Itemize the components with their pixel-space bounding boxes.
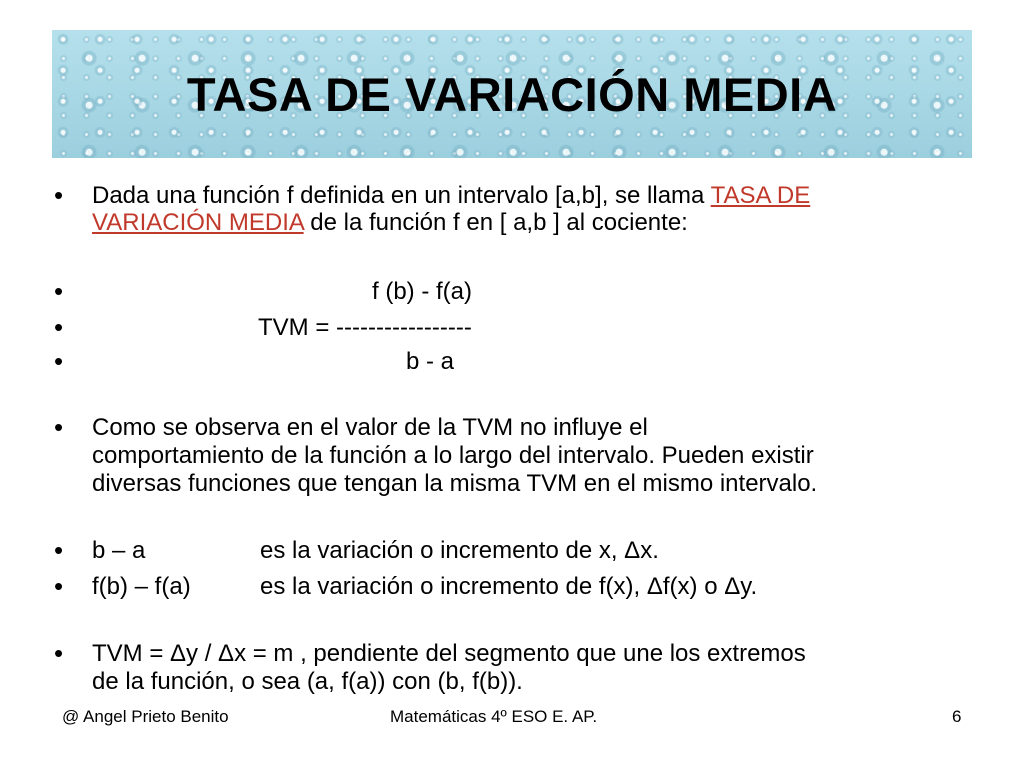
bullet-marker: • bbox=[54, 312, 64, 342]
title-banner bbox=[52, 30, 972, 158]
footer-course: Matemáticas 4º ESO E. AP. bbox=[390, 707, 598, 726]
formula-numerator: f (b) - f(a) bbox=[372, 278, 472, 305]
bullet-2-line-3: diversas funciones que tengan la misma TVM en el mismo intervalo. bbox=[92, 470, 818, 497]
bullet-marker: • bbox=[54, 180, 64, 210]
formula-denominator: b - a bbox=[406, 348, 455, 375]
slide-title: TASA DE VARIACIÓN MEDIA bbox=[186, 67, 838, 121]
bullet-marker: • bbox=[54, 535, 64, 565]
bullet-marker: • bbox=[54, 346, 64, 376]
bullet-marker: • bbox=[54, 276, 64, 306]
bullet-4-term: f(b) – f(a) bbox=[92, 573, 191, 600]
bullet-5-line-1: TVM = Δy / Δx = m , pendiente del segmento que une los extremos bbox=[92, 640, 806, 667]
bullet-marker: • bbox=[54, 638, 64, 668]
bullet-marker: • bbox=[54, 412, 64, 442]
bullet-1-text: Dada una función f definida en un intervalo [a,b], se llama bbox=[92, 182, 711, 209]
bullet-3-desc: es la variación o incremento de x, Δx. bbox=[260, 537, 659, 564]
bullet-1-line-1 bbox=[92, 182, 810, 210]
page-number: 6 bbox=[952, 707, 962, 726]
formula-main: TVM = ----------------- bbox=[258, 314, 472, 341]
bullet-marker: • bbox=[54, 571, 64, 601]
footer-author: @ Angel Prieto Benito bbox=[62, 707, 229, 726]
bullet-1-text-end: de la función f en [ a,b ] al cociente: bbox=[303, 209, 688, 236]
bullet-4-desc: es la variación o incremento de f(x), Δf(x) o Δy. bbox=[260, 573, 758, 600]
bullet-3-term: b – a bbox=[92, 537, 146, 564]
bullet-1-line-2 bbox=[92, 209, 688, 237]
bullet-5-line-2: de la función, o sea (a, f(a)) con (b, f(b)). bbox=[92, 668, 523, 695]
tvm-link-part-2[interactable]: VARIACIÓN MEDIA bbox=[92, 209, 304, 236]
bullet-2-line-2: comportamiento de la función a lo largo del intervalo. Pueden existir bbox=[92, 442, 814, 469]
tvm-link-part-1[interactable]: TASA DE bbox=[710, 182, 811, 209]
bullet-2-line-1: Como se observa en el valor de la TVM no influye el bbox=[92, 414, 648, 441]
